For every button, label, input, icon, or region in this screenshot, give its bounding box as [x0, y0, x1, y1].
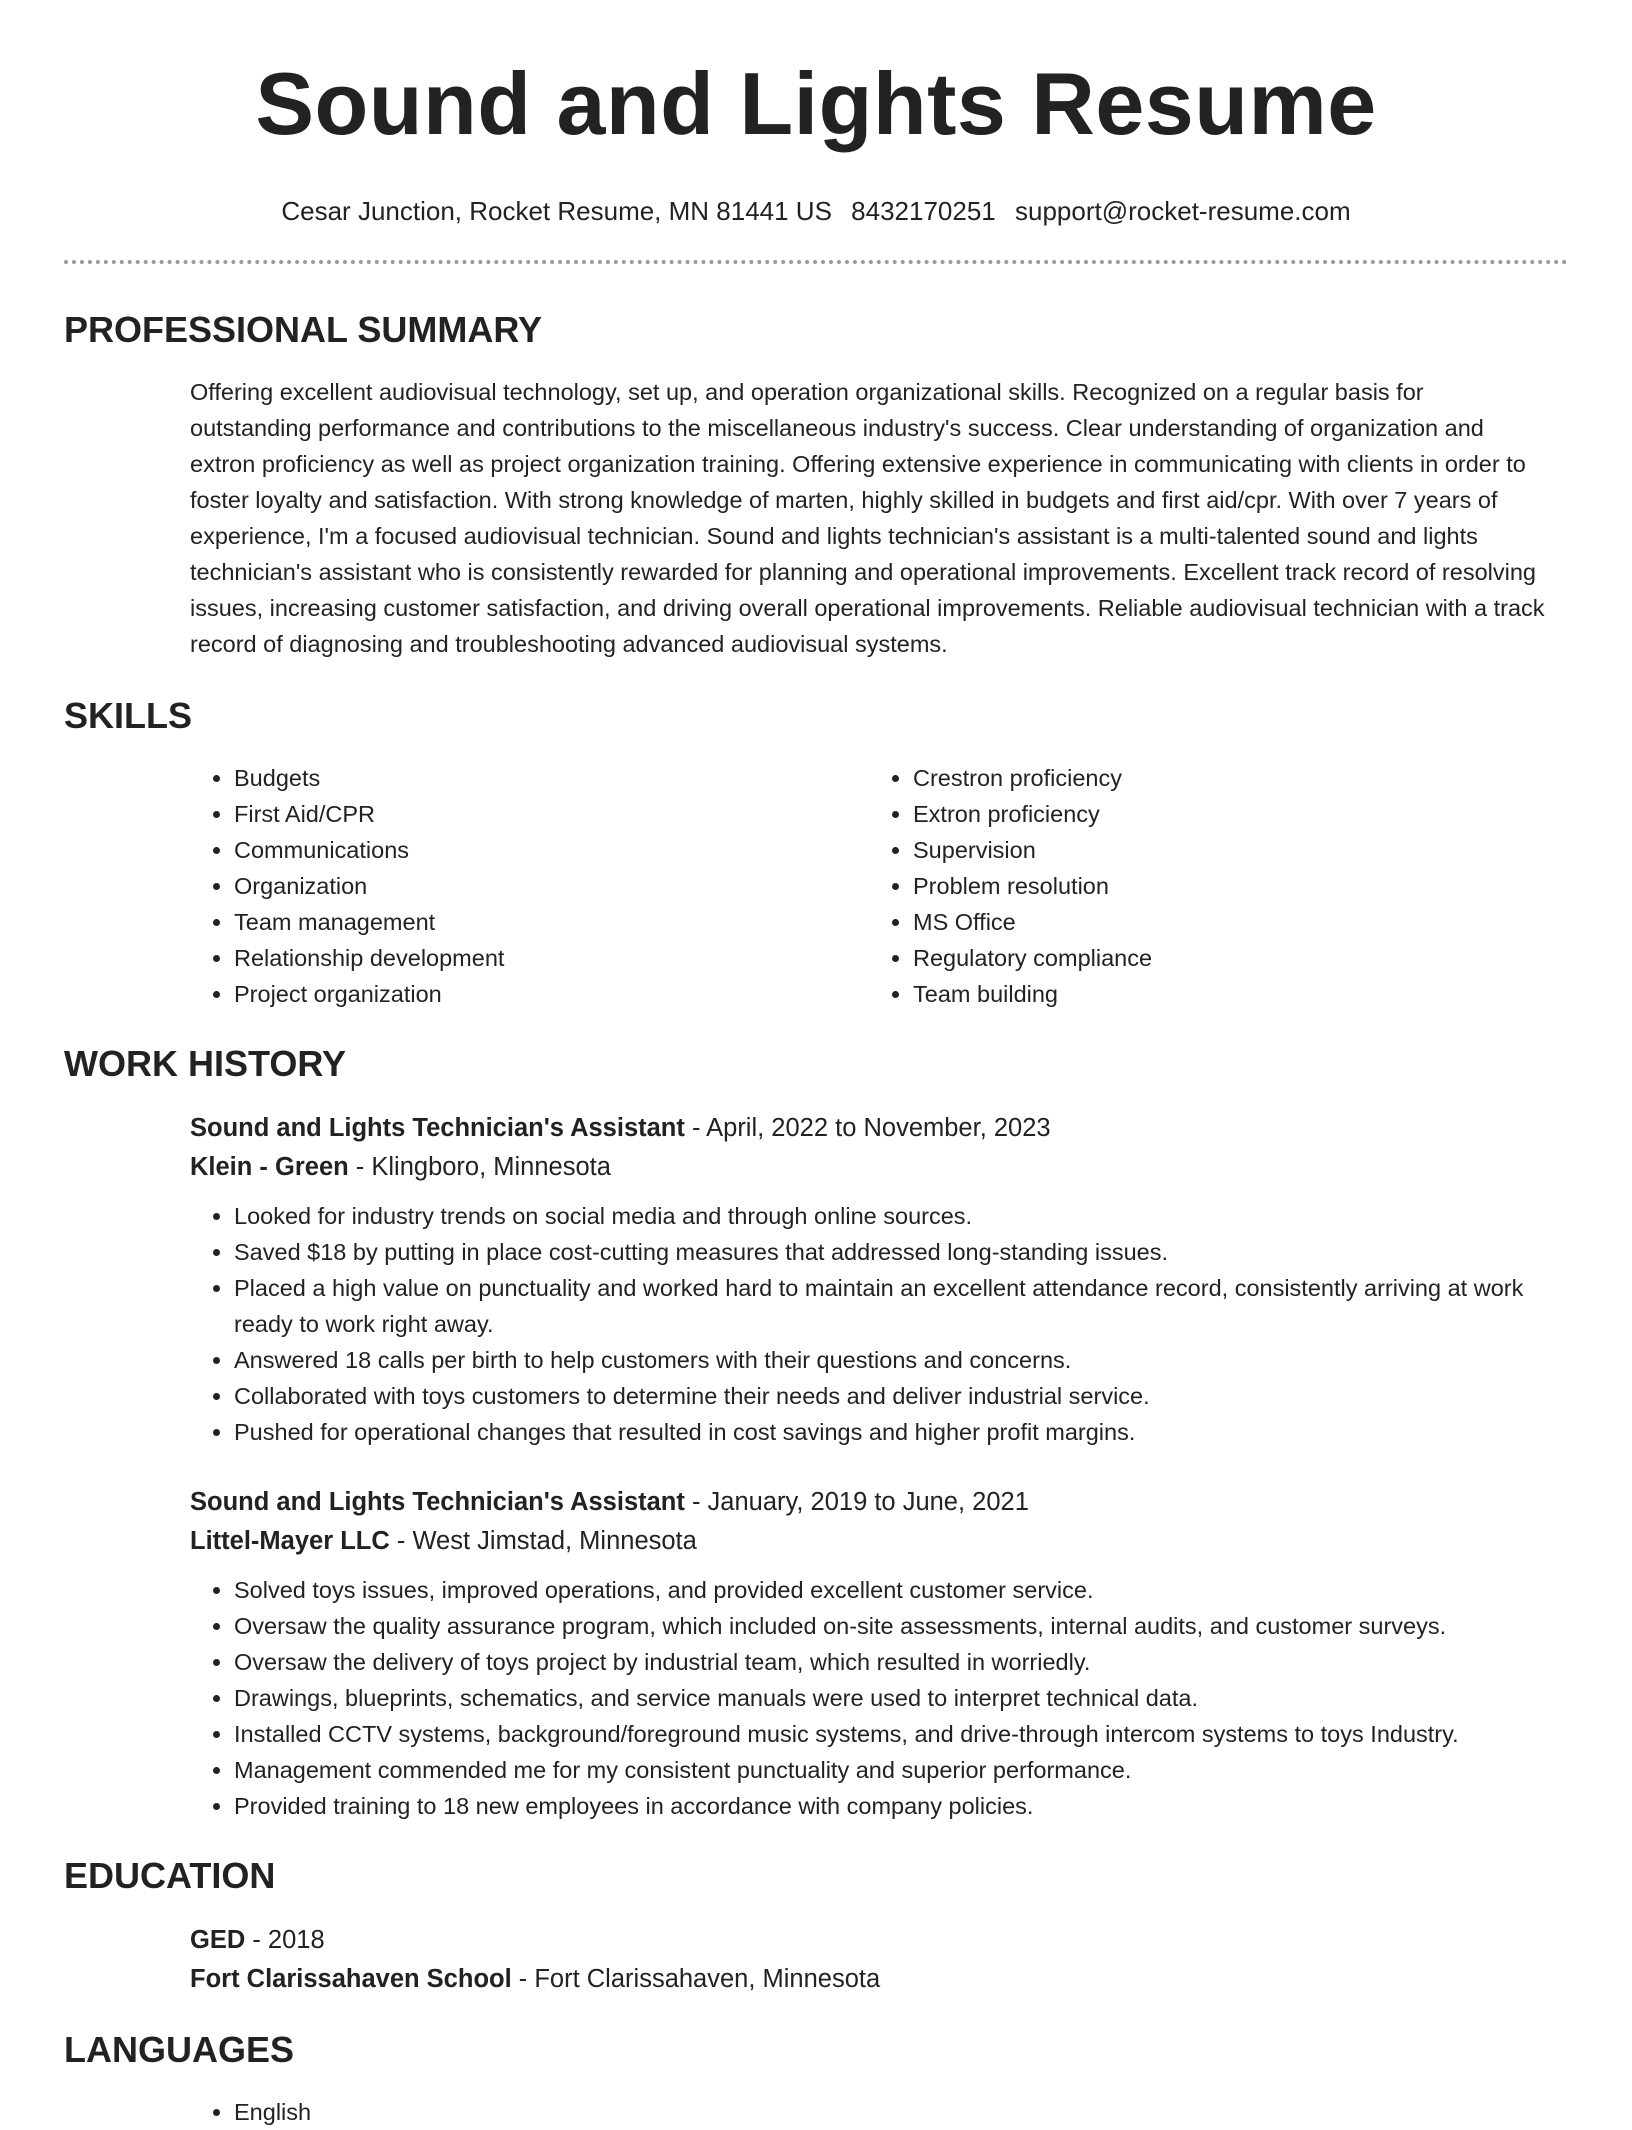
- education-degree-line: [190, 1920, 1548, 1960]
- job-company: Littel-Mayer LLC: [190, 1527, 390, 1555]
- job-bullet: • Provided training to 18 new employees in accordance with company policies.: [234, 1788, 1548, 1824]
- skill-item: • Problem resolution: [913, 868, 1548, 904]
- job-bullet: • Collaborated with toys customers to determine their needs and deliver industrial service.: [234, 1378, 1548, 1414]
- job-bullet: • Answered 18 calls per birth to help customers with their questions and concerns.: [234, 1342, 1548, 1378]
- education-entry: [190, 1920, 1548, 1998]
- summary-heading: PROFESSIONAL SUMMARY: [64, 309, 543, 350]
- job-entry: [190, 1482, 1548, 1824]
- education-location: - Fort Clarissahaven, Minnesota: [511, 1965, 881, 1993]
- skill-item: • Team building: [913, 976, 1548, 1012]
- languages-section: [64, 2028, 1568, 2130]
- languages-entry: [190, 2094, 1548, 2130]
- work-heading: WORK HISTORY: [64, 1043, 347, 1084]
- job-company: Klein - Green: [190, 1153, 349, 1181]
- skills-section: [64, 694, 1568, 1012]
- job-title-line: [190, 1108, 1548, 1148]
- job-location: - West Jimstad, Minnesota: [389, 1527, 697, 1555]
- header-divider: [64, 260, 1568, 264]
- job-title: Sound and Lights Technician's Assistant: [190, 1488, 685, 1516]
- job-bullet: • Drawings, blueprints, schematics, and service manuals were used to interpret technical data.: [234, 1680, 1548, 1716]
- job-bullet: • Placed a high value on punctuality and worked hard to maintain an excellent attendance record, consistently arriving at work ready to work right away.: [234, 1270, 1548, 1342]
- education-school: Fort Clarissahaven School: [190, 1965, 512, 1993]
- languages-heading: LANGUAGES: [64, 2029, 295, 2070]
- contact-address: Cesar Junction, Rocket Resume, MN 81441 US: [281, 196, 832, 226]
- skill-item: • Budgets: [234, 760, 869, 796]
- resume-title: Sound and Lights Resume: [255, 54, 1377, 153]
- job-dates: - April, 2022 to November, 2023: [684, 1114, 1051, 1142]
- skill-item: • MS Office: [913, 904, 1548, 940]
- job-company-line: [190, 1522, 1548, 1560]
- skill-item: • Project organization: [234, 976, 869, 1012]
- contact-email: support@rocket-resume.com: [1015, 196, 1351, 226]
- contact-phone: 8432170251: [851, 196, 996, 226]
- skill-item: • Organization: [234, 868, 869, 904]
- skill-item: • First Aid/CPR: [234, 796, 869, 832]
- job-bullet: • Management commended me for my consistent punctuality and superior performance.: [234, 1752, 1548, 1788]
- skills-list-left: [190, 760, 869, 1012]
- skill-item: • Relationship development: [234, 940, 869, 976]
- summary-text: Offering excellent audiovisual technology, set up, and operation organizational skills. Recognized on a regular basis for outstanding performance and contributions to the miscellaneous industry's success. Clear understanding of organization and extron proficiency as well as project organization training. Offering extensive experience in communicating with clients in order to foster loyalty and satisfaction. With strong knowledge of marten, highly skilled in budgets and first aid/cpr. With over 7 years of experience, I'm a focused audiovisual technician. Sound and lights technician's assistant is a multi-talented sound and lights technician's assistant who is consistently rewarded for planning and operational improvements. Excellent track record of resolving issues, increasing customer satisfaction, and driving overall operational improvements. Reliable audiovisual technician with a track record of diagnosing and troubleshooting advanced audiovisual systems.: [190, 379, 1545, 657]
- job-dates: - January, 2019 to June, 2021: [684, 1488, 1029, 1516]
- job-bullet: • Installed CCTV systems, background/foreground music systems, and drive-through intercom systems to toys Industry.: [234, 1716, 1548, 1752]
- job-bullets: [190, 1572, 1548, 1824]
- contact-line: [0, 194, 1632, 228]
- languages-list: [190, 2094, 1548, 2130]
- skills-heading: SKILLS: [64, 695, 193, 736]
- job-location: - Klingboro, Minnesota: [348, 1153, 611, 1181]
- job-bullet: • Oversaw the quality assurance program, which included on-site assessments, internal audits, and customer surveys.: [234, 1608, 1548, 1644]
- skill-item: • Regulatory compliance: [913, 940, 1548, 976]
- job-bullet: • Looked for industry trends on social media and through online sources.: [234, 1198, 1548, 1234]
- job-bullet: • Oversaw the delivery of toys project by industrial team, which resulted in worriedly.: [234, 1644, 1548, 1680]
- education-year: - 2018: [245, 1926, 325, 1954]
- job-bullets: [190, 1198, 1548, 1450]
- job-title-line: [190, 1482, 1548, 1522]
- skill-item: • Extron proficiency: [913, 796, 1548, 832]
- job-title: Sound and Lights Technician's Assistant: [190, 1114, 685, 1142]
- job-bullet: • Saved $18 by putting in place cost-cutting measures that addressed long-standing issues.: [234, 1234, 1548, 1270]
- summary-section: [64, 308, 1568, 662]
- skill-item: • Supervision: [913, 832, 1548, 868]
- skills-grid: [190, 760, 1548, 1012]
- education-degree: GED: [190, 1926, 246, 1954]
- skills-list-right: [869, 760, 1548, 1012]
- job-bullet: • Pushed for operational changes that resulted in cost savings and higher profit margins.: [234, 1414, 1548, 1450]
- education-section: [64, 1854, 1568, 1998]
- skill-item: • Communications: [234, 832, 869, 868]
- job-company-line: [190, 1148, 1548, 1186]
- job-bullet: • Solved toys issues, improved operations, and provided excellent customer service.: [234, 1572, 1548, 1608]
- work-section: [64, 1042, 1568, 1824]
- job-entry: [190, 1108, 1548, 1450]
- education-school-line: [190, 1960, 1548, 1998]
- skill-item: • Team management: [234, 904, 869, 940]
- language-item: • English: [234, 2094, 1548, 2130]
- education-heading: EDUCATION: [64, 1855, 276, 1896]
- skill-item: • Crestron proficiency: [913, 760, 1548, 796]
